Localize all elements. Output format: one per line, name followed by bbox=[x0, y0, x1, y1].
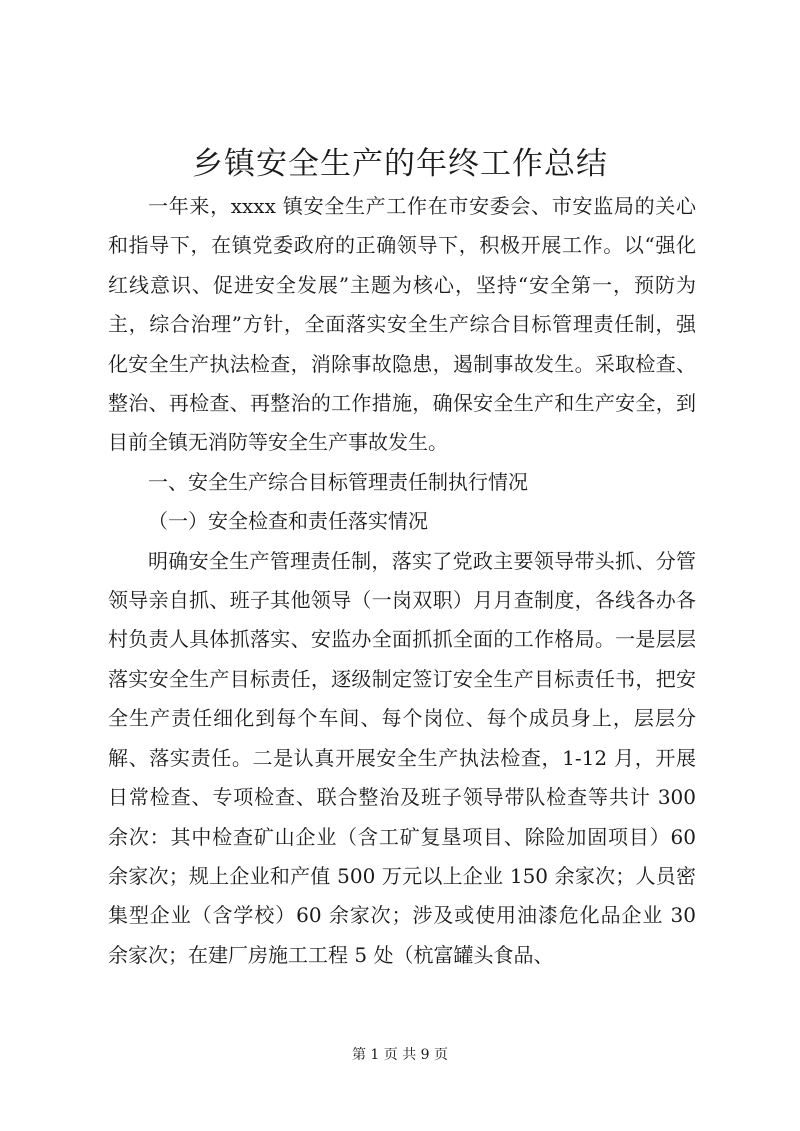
subsection-heading-1-1: （一）安全检查和责任落实情况 bbox=[148, 509, 428, 534]
page-footer: 第 1 页 共 9 页 bbox=[351, 1047, 449, 1063]
paragraph-responsibility: 明确安全生产管理责任制，落实了党政主要领导带头抓、分管领导亲自抓、班子其他领导（一岗双职）月月查制度，各线各办各村负责人具体抓落实、安监办全面抓抓全面的工作格局。一是层层落实安全生产目标责任，逐级制定签订安全生产目标责任书，把安全生产责任细化到每个车间、每个岗位、每个成员身上，层层分解、落实责任。二是认真开展安全生产执法检查，1-12 月，开展日常检查、专项检查、联合整治及班子领导带队检查等共计 300 余次：其中检查矿山企业（含工矿复垦项目、除险加固项目）60 余家次；规上企业和产值 500 万元以上企业 150 余家次；人员密集型企业（含学校）60 余家次；涉及或使用油漆危化品企业 30 余家次；在建厂房施工工程 5 处（杭富罐头食品、 bbox=[108, 548, 696, 967]
document-title: 乡镇安全生产的年终工作总结 bbox=[192, 146, 608, 182]
section-heading-1: 一、安全生产综合目标管理责任制执行情况 bbox=[148, 469, 528, 494]
paragraph-intro: 一年来，xxxx 镇安全生产工作在市安委会、市安监局的关心和指导下，在镇党委政府的正确领导下，积极开展工作。以“强化红线意识、促进安全发展”主题为核心，坚持“安全第一，预防为主，综合治理”方针，全面落实安全生产综合目标管理责任制，强化安全生产执法检查，消除事故隐患，遏制事故发生。采取检查、整治、再检查、再整治的工作措施，确保安全生产和生产安全，到目前全镇无消防等安全生产事故发生。 bbox=[108, 194, 696, 455]
document-body bbox=[108, 187, 696, 975]
